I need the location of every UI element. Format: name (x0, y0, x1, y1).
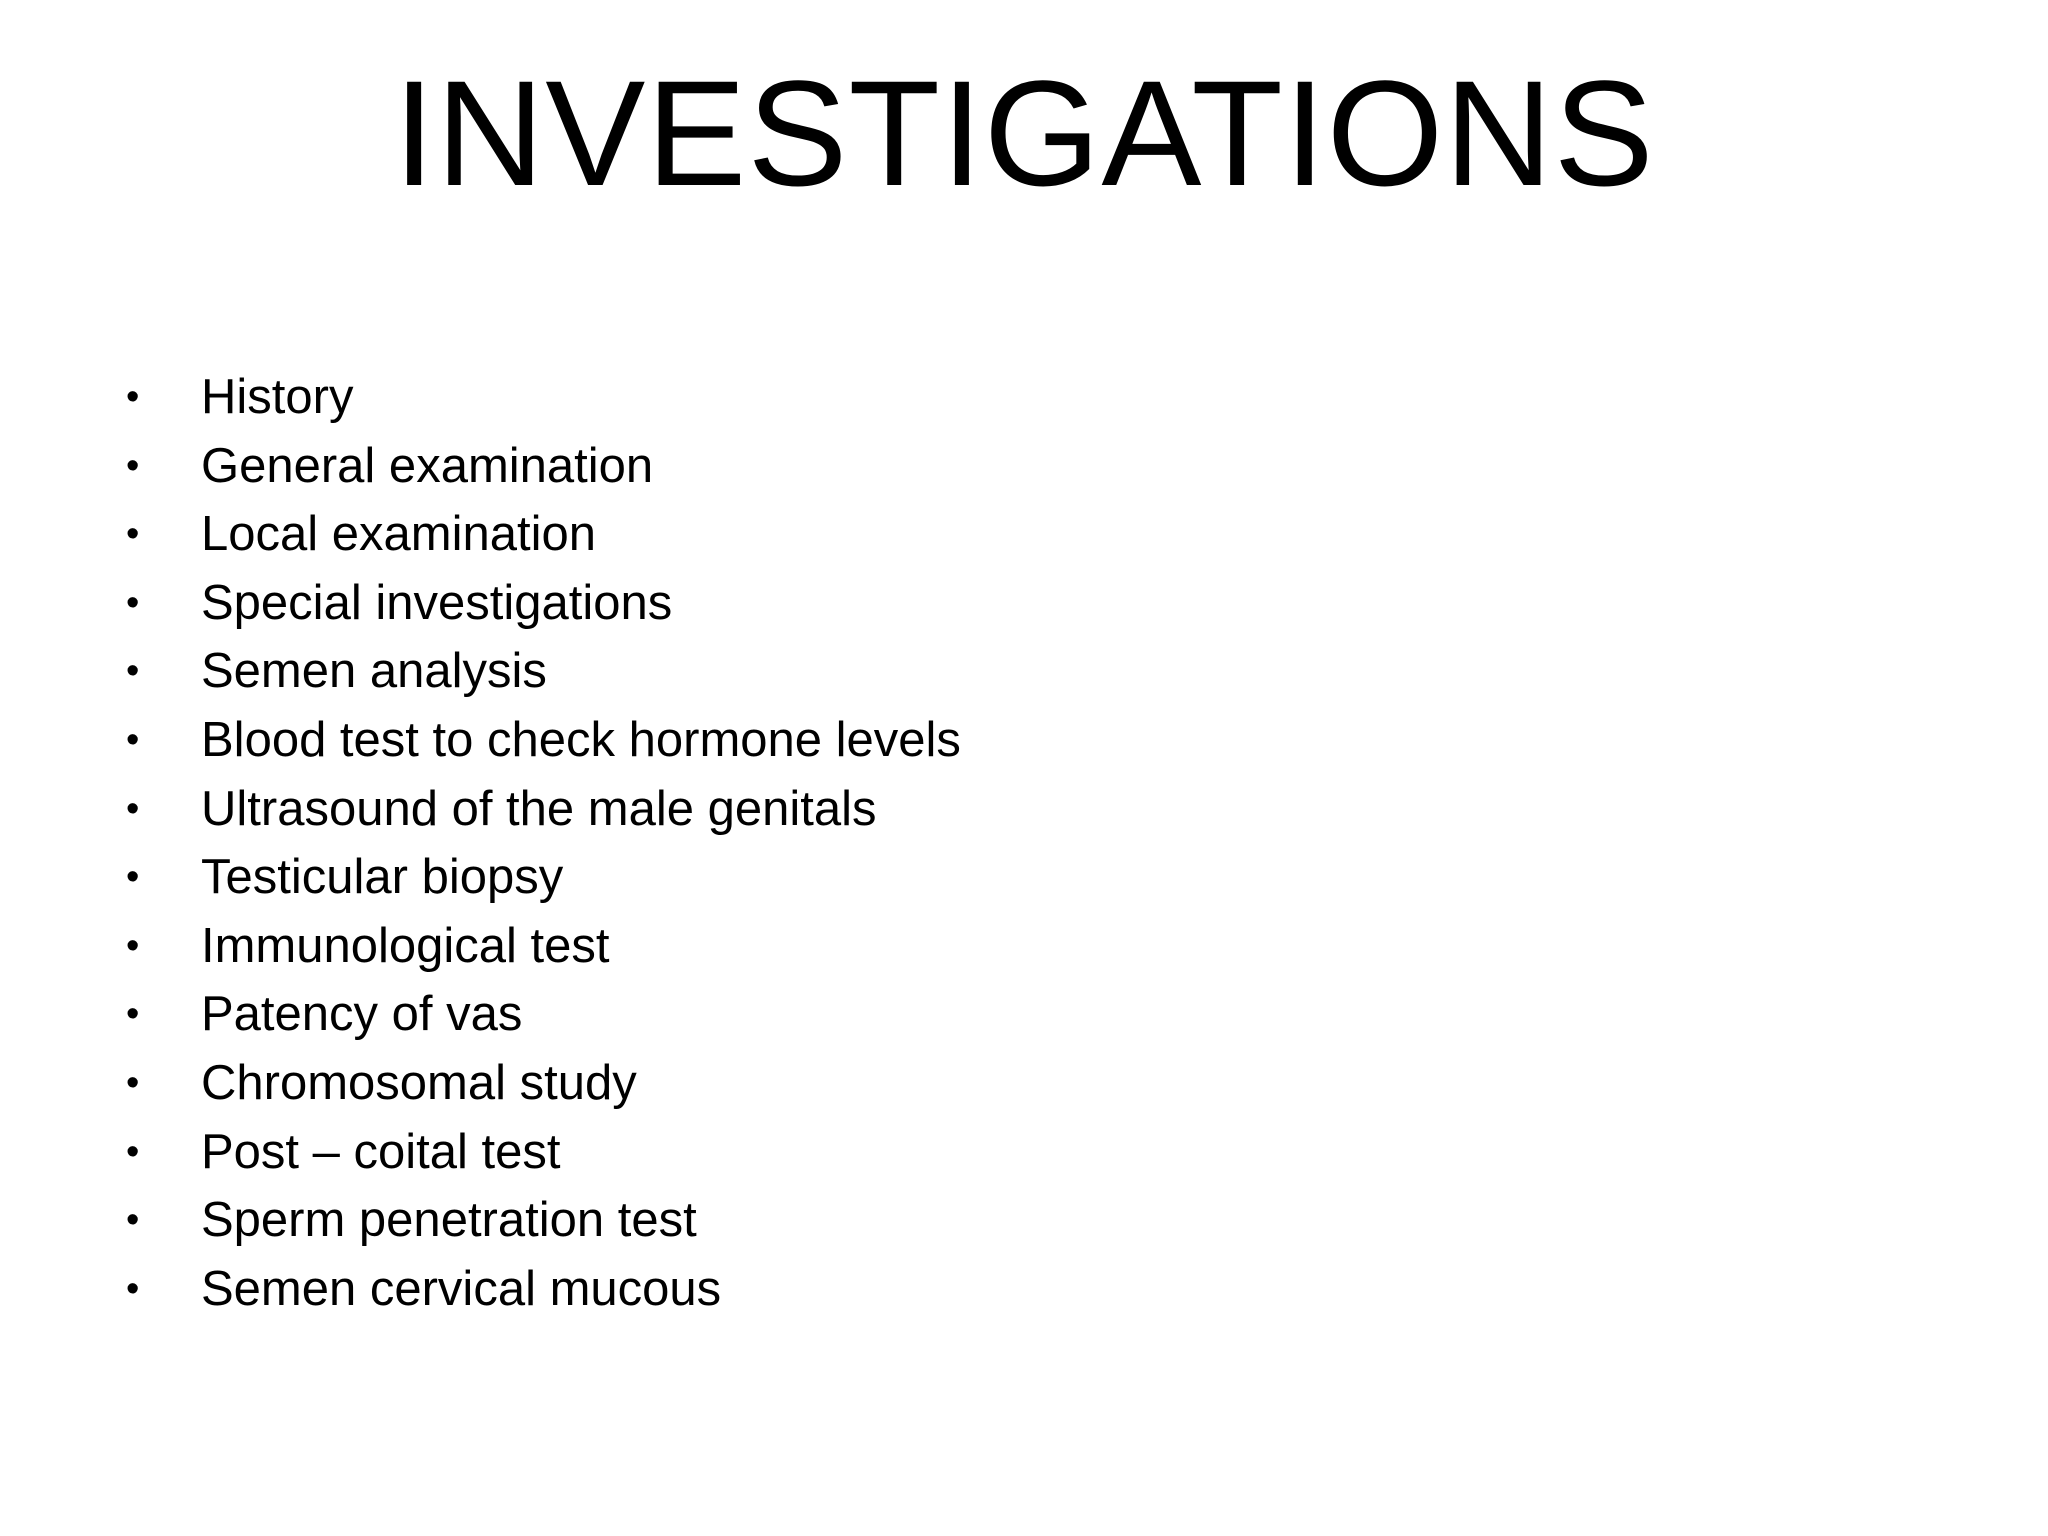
list-item-text: Testicular biopsy (201, 850, 564, 905)
bullet-icon: • (126, 1199, 140, 1242)
bullet-icon: • (126, 856, 140, 899)
bullet-icon: • (126, 1267, 140, 1310)
list-item-text: Semen cervical mucous (201, 1261, 722, 1316)
list-item-text: Local examination (201, 507, 596, 562)
bullet-icon: • (126, 787, 140, 830)
list-item-text: Patency of vas (201, 987, 523, 1042)
bullet-icon: • (126, 376, 140, 418)
bullet-icon: • (126, 924, 140, 967)
bullet-icon: • (126, 444, 140, 487)
list-item-text: Blood test to check hormone levels (201, 712, 961, 767)
bullet-icon: • (126, 1061, 140, 1104)
list-item-text: Sperm penetration test (201, 1193, 697, 1248)
bullet-icon: • (126, 718, 140, 761)
list-item-text: General examination (201, 438, 654, 493)
bullet-icon: • (126, 993, 140, 1036)
list-item-text: Semen analysis (201, 644, 547, 699)
bullet-icon: • (126, 1130, 140, 1173)
list-item-text: Special investigations (201, 575, 673, 630)
list-item-text: History (201, 370, 354, 424)
list-item-text: Chromosomal study (201, 1055, 637, 1110)
list-item-text: Post – coital test (201, 1124, 561, 1179)
bullet-icon: • (126, 650, 140, 693)
bullet-icon: • (126, 581, 140, 624)
slide-title: INVESTIGATIONS (393, 49, 1655, 217)
bullet-icon: • (126, 513, 140, 556)
list-item-text: Immunological test (201, 918, 610, 973)
list-item-text: Ultrasound of the male genitals (201, 781, 877, 836)
